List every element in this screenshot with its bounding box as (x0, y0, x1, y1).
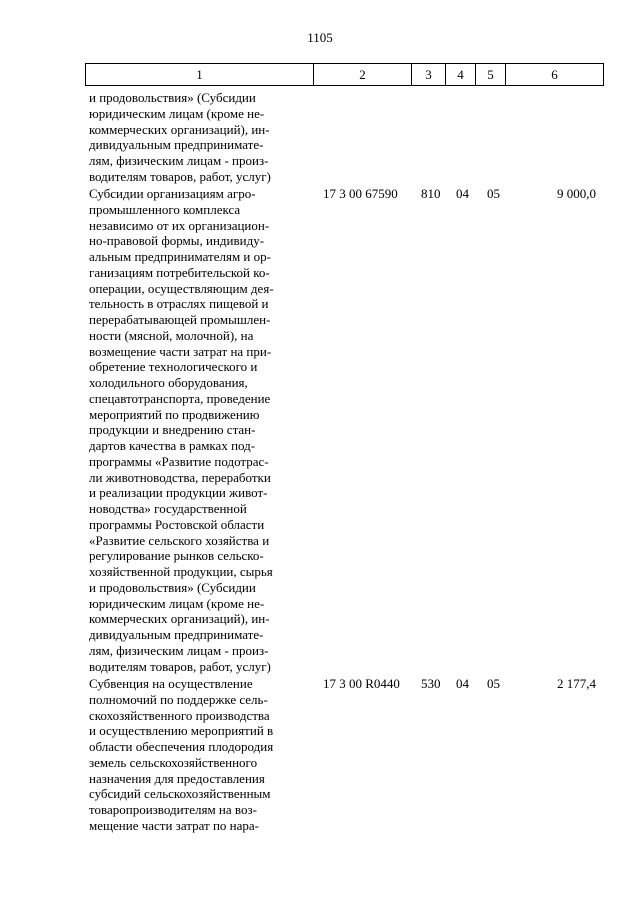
row-section: 04 (456, 676, 469, 691)
row-subsection: 05 (487, 676, 500, 691)
row-subsection: 05 (487, 186, 500, 201)
header-col-3: 3 (412, 64, 446, 86)
header-col-2: 2 (314, 64, 412, 86)
row-description: Субсидии организациям агро- промышленного комплекса независимо от их организацион- но-правовой формы, индивиду- альным предпринимателям и ор- ганизациям потребительской ко- операции, осуществляющим дея- тельность в отраслях пищевой и перерабатывающей промышлен- ности (мясной, молочной), на возмещение части затрат на при- обретение технологического и холодильного оборудования, спецавтотранспорта, проведение мероприятий по продвижению продукции и внедрению стан- дартов качества в рамках под- программы «Развитие подотрас- ли животноводства, переработки и реализации продукции живот- новодства» государственной программы Ростовской области «Развитие сельского хозяйства и регулирование рынков сельско- хозяйственной продукции, сырья и продовольствия» (Субсидии юридическим лицам (кроме не- коммерческих организаций), ин- дивидуальным предпринимате- лям, физическим лицам - произ- водителям товаров, работ, услуг) (89, 186, 274, 674)
row-description: Субвенция на осуществление полномочий по поддержке сель- скохозяйственного производства и осуществлению мероприятий в области обеспечения плодородия земель сельскохозяйственного назначения для предоставления субсидий сельскохозяйственным товаропроизводителям на воз- мещение части затрат по нара- (89, 676, 274, 833)
row-target-code: 17 3 00 R0440 (323, 676, 400, 691)
header-col-6: 6 (506, 64, 604, 86)
header-col-1: 1 (86, 64, 314, 86)
row-expense-type: 810 (421, 186, 441, 201)
page-number: 1105 (307, 30, 333, 45)
row-amount: 9 000,0 (557, 186, 596, 201)
header-col-5: 5 (476, 64, 506, 86)
header-col-4: 4 (446, 64, 476, 86)
column-header-row (85, 63, 604, 86)
row-description: и продовольствия» (Субсидии юридическим лицам (кроме не- коммерческих организаций), ин- дивидуальным предпринимате- лям, физическим лицам - произ- водителям товаров, работ, услуг) (89, 90, 271, 184)
row-section: 04 (456, 186, 469, 201)
row-amount: 2 177,4 (557, 676, 596, 691)
row-expense-type: 530 (421, 676, 441, 691)
row-target-code: 17 3 00 67590 (323, 186, 398, 201)
